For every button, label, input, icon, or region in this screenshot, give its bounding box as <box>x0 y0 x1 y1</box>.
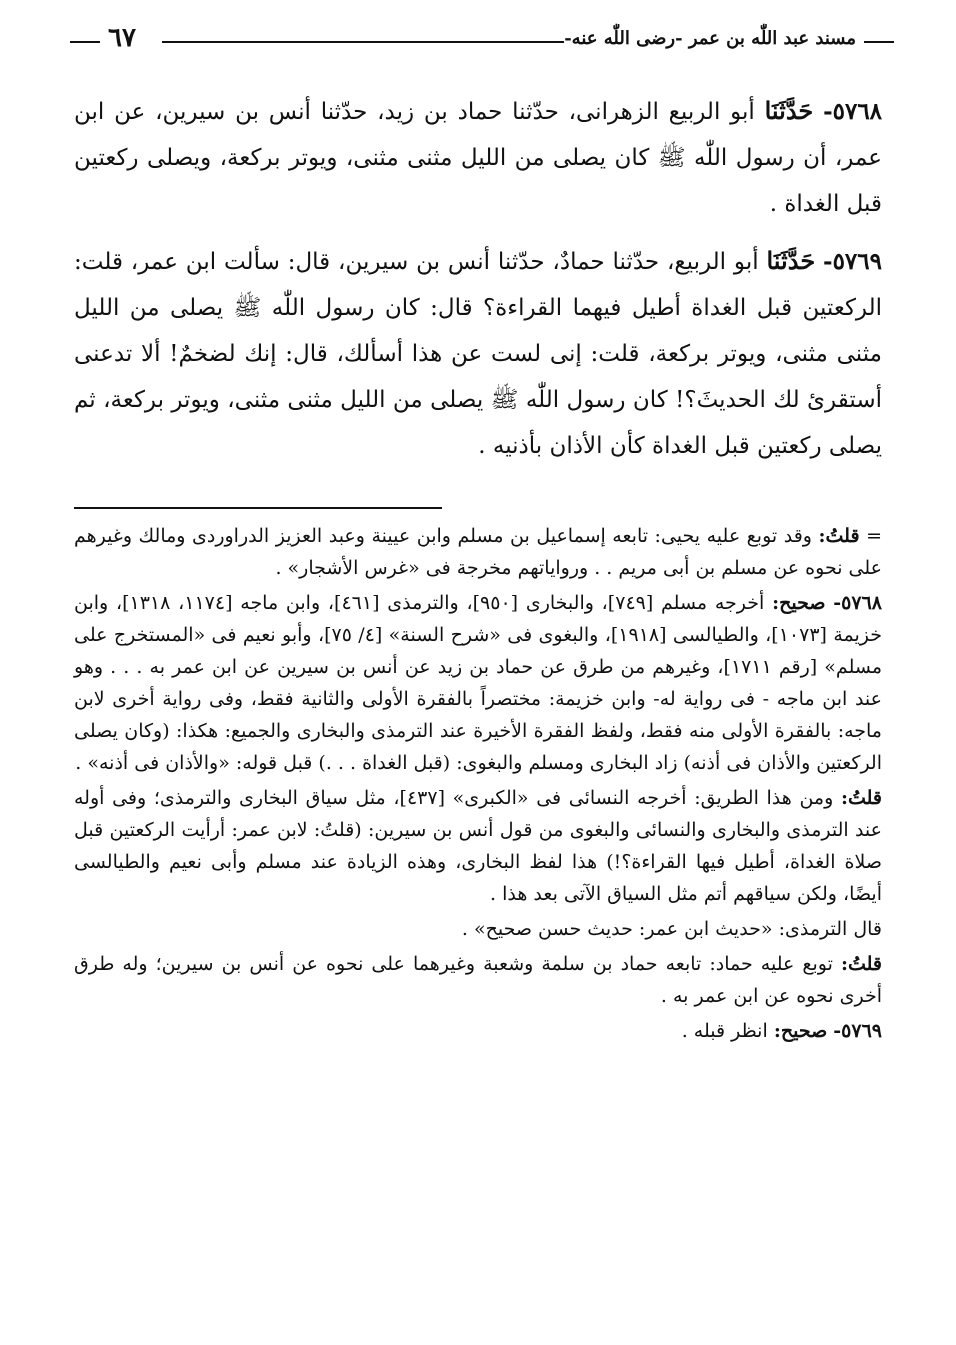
header-dash-right <box>864 41 894 43</box>
footnotes <box>74 520 882 1050</box>
page-number: ٦٧ <box>108 23 136 53</box>
header-rule <box>162 41 564 43</box>
continuation-marker: = <box>866 525 882 547</box>
note-text: ومن هذا الطريق: أخرجه النسائى فى «الكبرى» [٤٣٧]، مثل سياق البخارى والترمذى؛ وفى أوله عند الترمذى والبخارى والنسائى والبغوى من قول أنس بن سيرين: (قلتُ: لابن عمر: أرأيت الركعتين قبل صلاة الغداة، أطيل فيها القراءة؟!) هذا لفظ البخارى، وهذه الزيادة عند مسلم وأبى نعيم والطيالسى أيضًا، ولكن سياقهم أتم مثل السياق الآتى بعد هذا . <box>74 787 882 905</box>
note-number: ٥٧٦٩- <box>833 1020 882 1042</box>
hadith-text: أبو الربيع، حدّثنا حمادٌ، حدّثنا أنس بن سيرين، قال: سألت ابن عمر، قلت: الركعتين قبل الغداة أطيل فيهما القراءة؟ قال: كان رسول اللّٰه ﷺ يصلى من الليل مثنى مثنى، ويوتر بركعة، قلت: إنى لست عن هذا أسألك، قال: إنك لضخمٌ! ألا تدعنى أستقرئ لك الحديثَ؟! كان رسول اللّٰه ﷺ يصلى من الليل مثنى مثنى، ويوتر بركعة، ثم يصلى ركعتين قبل الغداة كأن الأذان بأذنيه . <box>74 249 882 459</box>
note-label: قلتُ: <box>840 953 883 975</box>
note-text: قال الترمذى: «حديث ابن عمر: حديث حسن صحيح» . <box>461 918 882 940</box>
header-dash-left <box>70 41 100 43</box>
hadith-5768 <box>74 88 882 227</box>
footnote-5768 <box>74 587 882 779</box>
footnote-continued <box>74 520 882 584</box>
hadith-5769 <box>74 238 882 469</box>
note-text: وقد توبع عليه يحيى: تابعه إسماعيل بن مسلم وابن عيينة وعبد العزيز الدراوردى ومالك وغيرهم على نحوه عن مسلم بن أبى مريم . . ورواياتهم مخرجة فى «غرس الأشجار» . <box>74 525 882 579</box>
note-text: أخرجه مسلم [٧٤٩]، والبخارى [٩٥٠]، والترمذى [٤٦١]، وابن ماجه [١١٧٤، ١٣١٨]، وابن خزيمة [١٠٧٣]، والطيالسى [١٩١٨]، والبغوى فى «شرح السنة» [٤/ ٧٥]، وأبو نعيم فى «المستخرج على مسلم» [رقم ١٧١١]، وغيرهم من طرق عن حماد بن زيد عن أنس بن سيرين عن ابن عمر به . . . وهو عند ابن ماجه - فى رواية له- وابن خزيمة: مختصراً بالفقرة الأولى والثانية فقط، وفى رواية أخرى لابن ماجه: بالفقرة الأولى منه فقط، ولفظ الفقرة الأخيرة عند الترمذى والبخارى والجميع: هكذا: (وكان يصلى الركعتين والأذان فى أذنه) زاد البخارى ومسلم والبغوى: (قبل الغداة . . .) قبل قوله: «والأذان فى أذنه» . <box>74 592 883 774</box>
footnote-separator <box>74 507 442 509</box>
footnote-5769 <box>74 1015 882 1047</box>
note-number: ٥٧٦٨- <box>833 592 882 614</box>
hadith-number: ٥٧٦٨- <box>823 98 883 125</box>
hadith-lead: حَدَّثَنَا <box>766 246 816 275</box>
note-grade: صحيح: <box>773 1020 828 1042</box>
hadith-text: أبو الربيع الزهرانى، حدّثنا حماد بن زيد، حدّثنا أنس بن سيرين، عن ابن عمر، أن رسول اللّٰه ﷺ كان يصلى من الليل مثنى مثنى، ويوتر بركعة، ويصلى ركعتين قبل الغداة . <box>74 99 882 217</box>
page-header <box>70 20 894 60</box>
footnote-tirmidhi <box>74 913 882 945</box>
hadith-number: ٥٧٦٩- <box>823 248 882 275</box>
note-label: قلتُ: <box>818 525 860 547</box>
note-label: قلتُ: <box>840 787 882 809</box>
note-text: انظر قبله . <box>681 1020 768 1042</box>
hadith-lead: حَدَّثَنَا <box>764 96 814 125</box>
running-title: مسند عبد اللّٰه بن عمر -رضى اللّٰه عنه- <box>564 28 856 49</box>
footnote-remark <box>74 782 882 910</box>
note-text: توبع عليه حماد: تابعه حماد بن سلمة وشعبة وغيرهما على نحوه عن أنس بن سيرين؛ وله طرق أخرى نحوه عن ابن عمر به . <box>74 953 882 1007</box>
footnote-remark <box>74 948 882 1012</box>
main-text <box>74 88 882 480</box>
note-grade: صحيح: <box>772 592 826 614</box>
